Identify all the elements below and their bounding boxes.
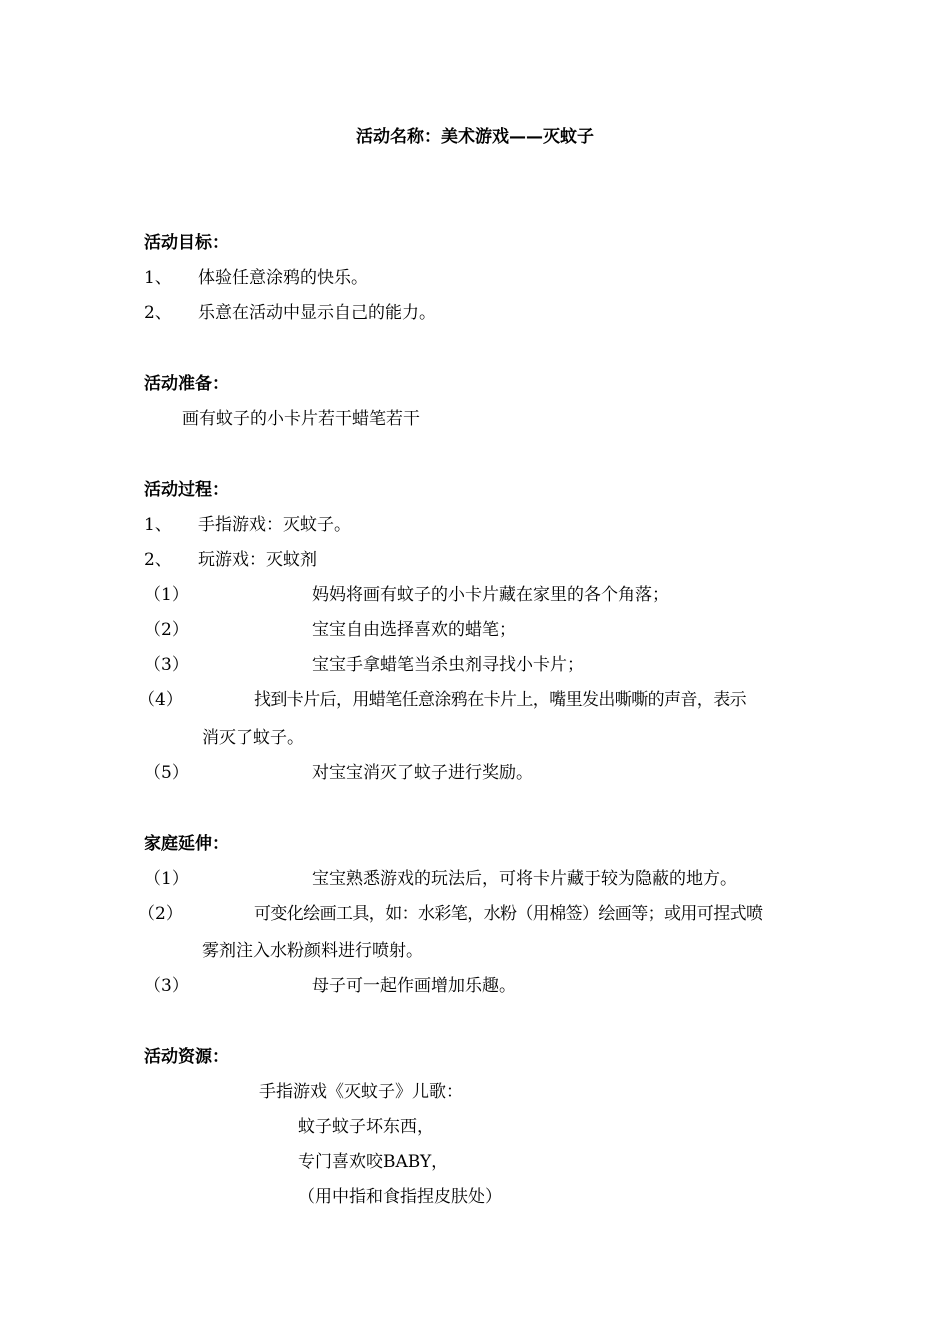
preparation-heading: 活动准备： — [144, 374, 229, 394]
process-item-2-number: 2、 — [144, 550, 172, 570]
process-step-2-text: 宝宝自由选择喜欢的蜡笔； — [312, 620, 516, 640]
resources-heading: 活动资源： — [144, 1047, 229, 1067]
process-step-3-number: （3） — [144, 655, 189, 675]
process-step-4-number: （4） — [138, 690, 183, 710]
preparation-text: 画有蚊子的小卡片若干蜡笔若干 — [182, 409, 420, 429]
process-step-1-text: 妈妈将画有蚊子的小卡片藏在家里的各个角落； — [312, 585, 669, 605]
process-step-4-continuation: 消灭了蚊子。 — [202, 728, 304, 748]
song-title: 手指游戏《灭蚊子》儿歌： — [259, 1082, 463, 1102]
process-step-4-text: 找到卡片后，用蜡笔任意涂鸦在卡片上，嘴里发出嘶嘶的声音，表示 — [254, 690, 746, 710]
extension-step-2-text: 可变化绘画工具，如：水彩笔，水粉（用棉签）绘画等；或用可捏式喷 — [254, 904, 763, 924]
process-step-3-text: 宝宝手拿蜡笔当杀虫剂寻找小卡片； — [312, 655, 584, 675]
song-line-3: （用中指和食指捏皮肤处） — [298, 1187, 502, 1207]
process-item-2-text: 玩游戏：灭蚊剂 — [198, 550, 317, 570]
extension-step-2-continuation: 雾剂注入水粉颜料进行喷射。 — [202, 941, 423, 961]
process-item-1-number: 1、 — [144, 515, 172, 535]
process-step-2-number: （2） — [144, 620, 189, 640]
song-line-1: 蚊子蚊子坏东西， — [298, 1117, 434, 1137]
goals-heading: 活动目标： — [144, 233, 229, 253]
goal-2-text: 乐意在活动中显示自己的能力。 — [198, 303, 436, 323]
process-step-5-text: 对宝宝消灭了蚊子进行奖励。 — [312, 763, 533, 783]
extension-heading: 家庭延伸： — [144, 834, 229, 854]
extension-step-2-number: （2） — [138, 904, 183, 924]
process-step-5-number: （5） — [144, 763, 189, 783]
extension-step-3-text: 母子可一起作画增加乐趣。 — [312, 976, 516, 996]
extension-step-3-number: （3） — [144, 976, 189, 996]
process-item-1-text: 手指游戏：灭蚊子。 — [198, 515, 351, 535]
song-line-2: 专门喜欢咬BABY， — [298, 1152, 449, 1172]
goal-1-number: 1、 — [144, 268, 172, 288]
extension-step-1-text: 宝宝熟悉游戏的玩法后，可将卡片藏于较为隐蔽的地方。 — [312, 869, 737, 889]
process-heading: 活动过程： — [144, 480, 229, 500]
page-title: 活动名称：美术游戏——灭蚊子 — [356, 127, 594, 147]
extension-step-1-number: （1） — [144, 869, 189, 889]
goal-1-text: 体验任意涂鸦的快乐。 — [198, 268, 368, 288]
process-step-1-number: （1） — [144, 585, 189, 605]
goal-2-number: 2、 — [144, 303, 172, 323]
